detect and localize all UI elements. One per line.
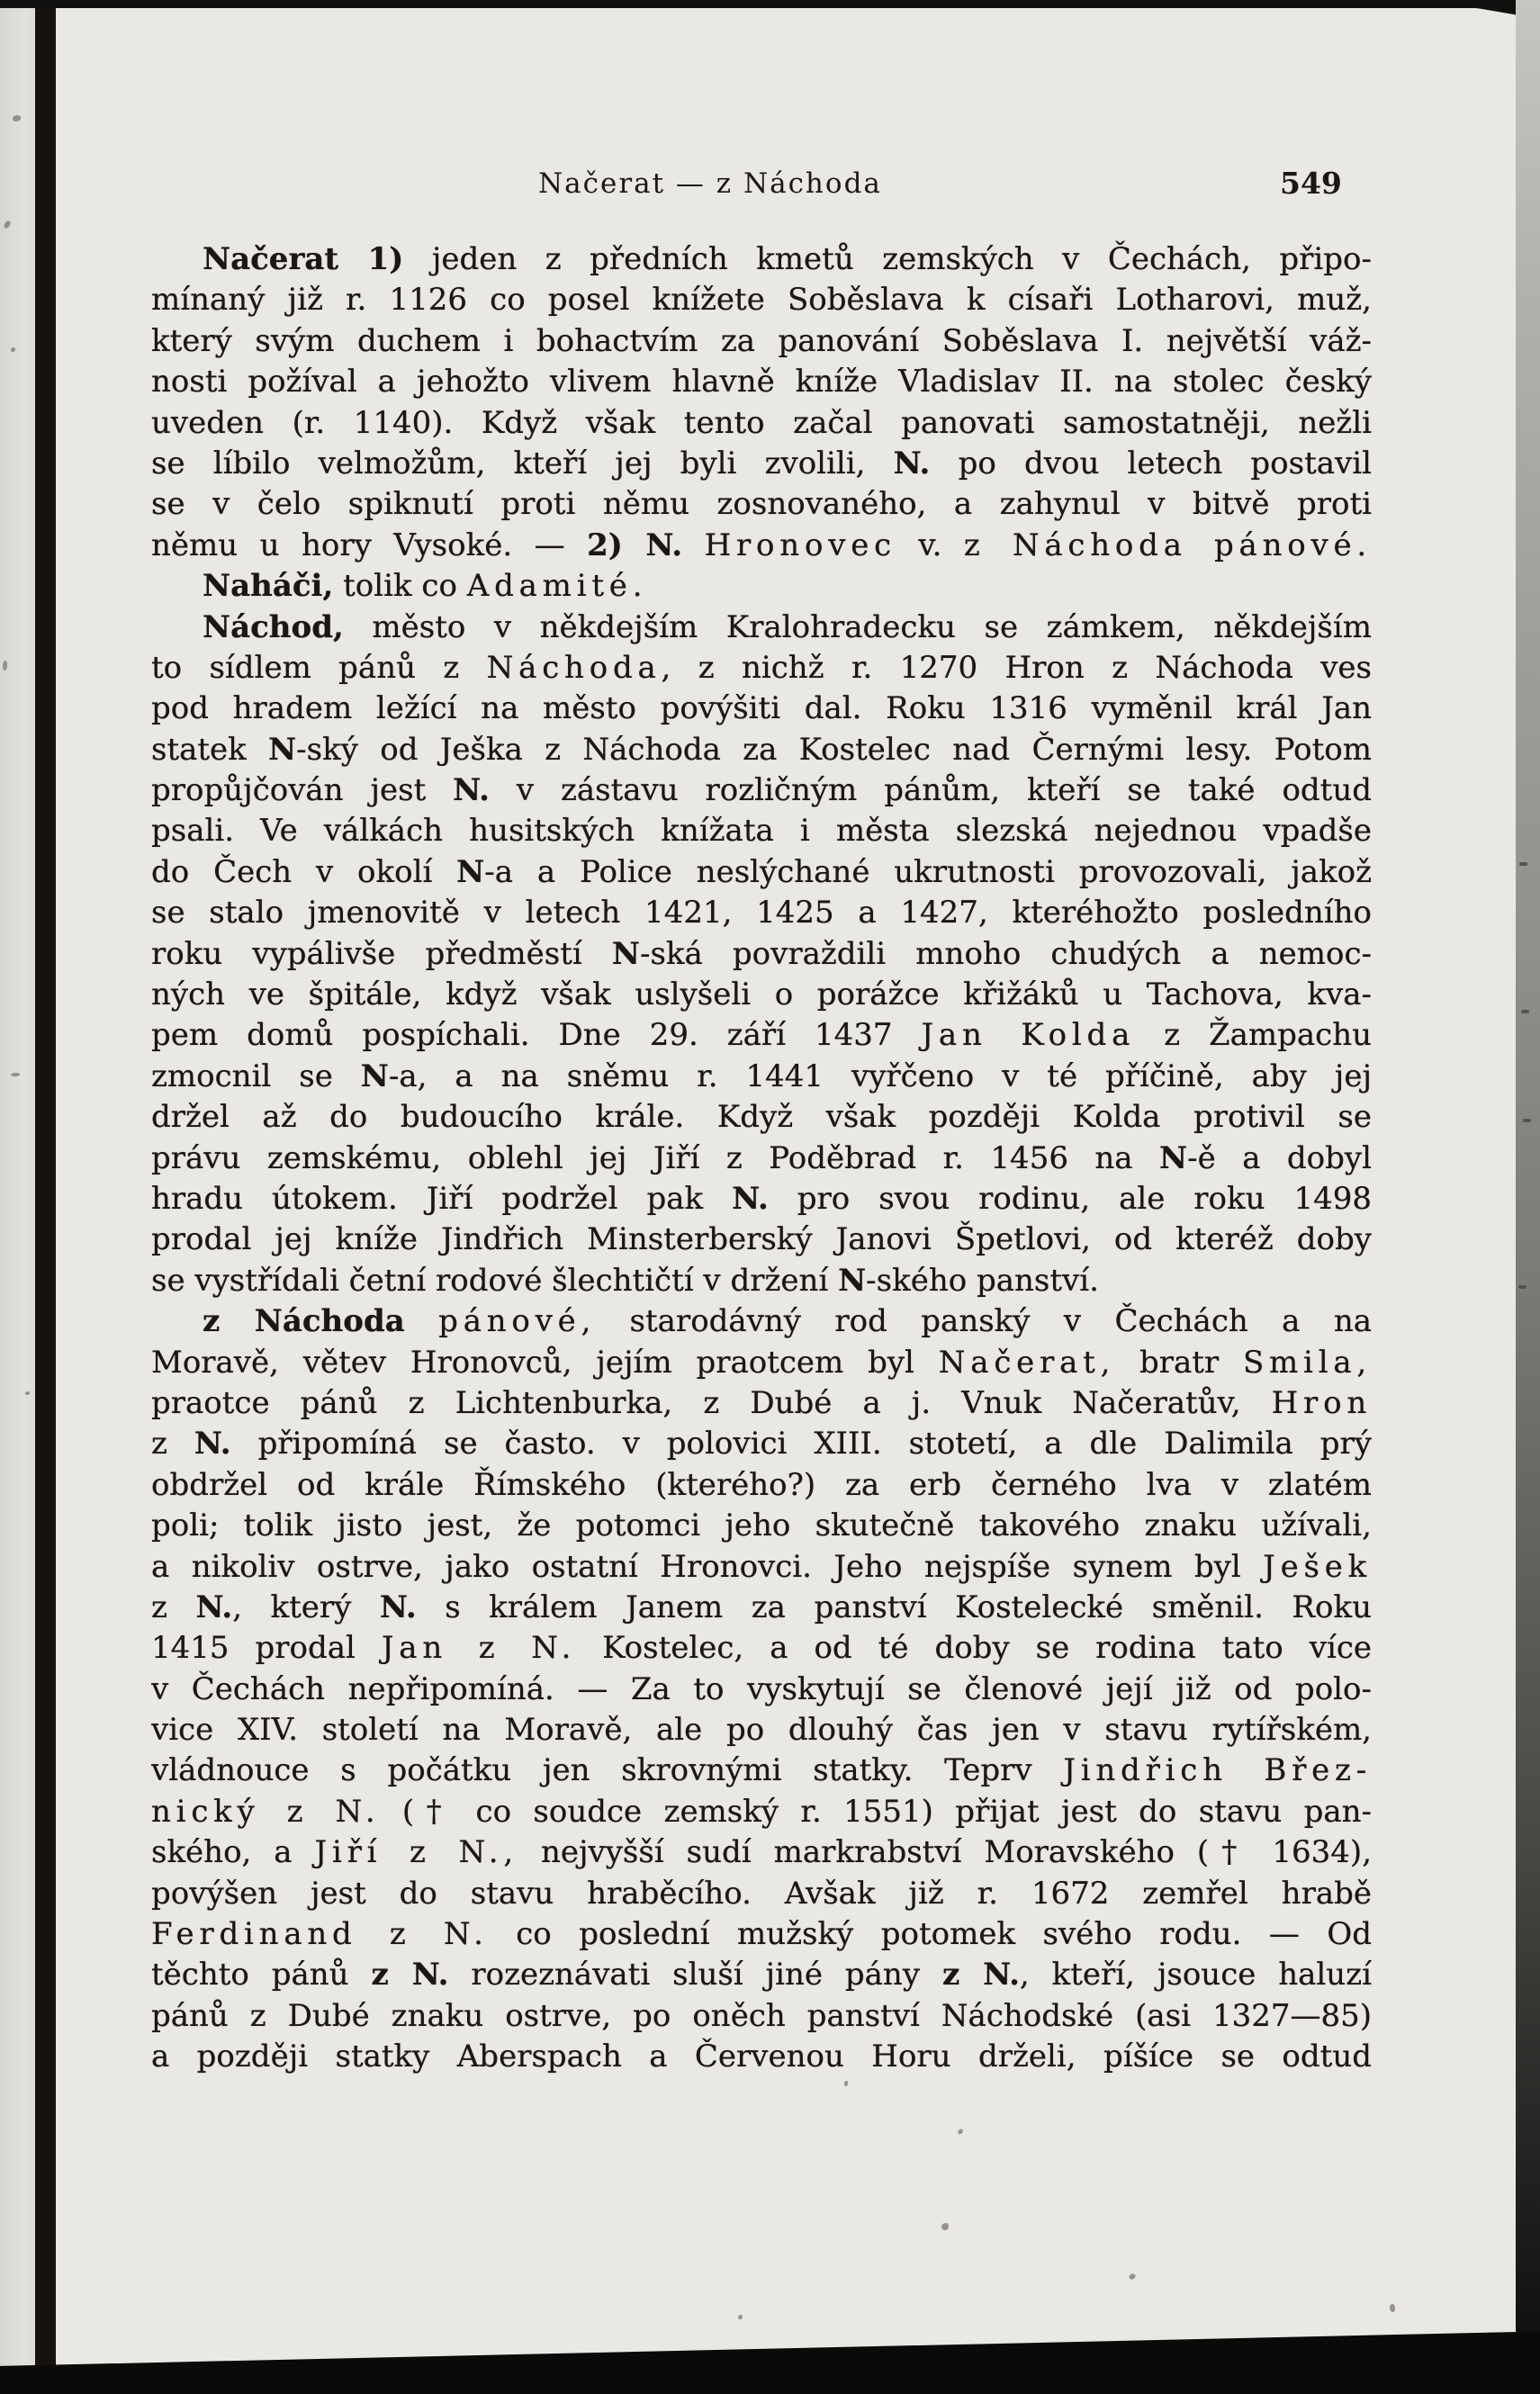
scan-top-edge [0,0,1540,8]
text-line: poli; tolik jisto jest, že potomci jeho skutečně takového znaku užívali, [151,1508,1372,1544]
text-line: Naháči, tolik co Adamité. [203,568,648,605]
text-line: vice XIV. století na Moravě, ale po dlouhý čas jen v stavu rytířském, [151,1712,1372,1749]
text-line: 1415 prodal Jan z N. Kostelec, a od té doby se rodina tato více [151,1630,1372,1667]
text-line: právu zemskému, oblehl jej Jiří z Poděbrad r. 1456 na N-ě a dobyl [151,1139,1372,1176]
text-line: to sídlem pánů z Náchoda, z nichž r. 1270 Hron z Náchoda ves [151,649,1372,686]
text-line: z N., který N. s králem Janem za panství Kostelecké směnil. Roku [151,1588,1372,1625]
scan-bottom-edge [0,2327,1540,2394]
text-line: z Náchoda pánové, starodávný rod panský v Čechách a na [203,1303,1372,1340]
scan-ink-mark [1521,1010,1529,1013]
text-line: vládnouce s počátku jen skrovnými statky. Teprv Jindřich Břez- [151,1752,1372,1789]
text-line: pem domů pospíchali. Dne 29. září 1437 Jan Kolda z Žampachu [151,1017,1372,1054]
text-line: do Čech v okolí N-a a Police neslýchané ukrutnosti provozovali, jakož [151,853,1372,890]
text-line: uveden (r. 1140). Když však tento začal panovati samostatněji, nežli [151,404,1372,441]
text-line: Moravě, větev Hronovců, jejím praotcem byl Načerat, bratr Smila, [151,1344,1372,1381]
text-line: obdržel od krále Římského (kterého?) za erb černého lva v zlatém [151,1466,1372,1503]
text-line: a později statky Aberspach a Červenou Horu drželi, píšíce se odtud [151,2038,1372,2075]
text-line: mínaný již r. 1126 co posel knížete Soběslava k císaři Lotharovi, muž, [151,282,1372,319]
text-line: psali. Ve válkách husitských knížata i města slezská nejednou vpadše [151,813,1372,850]
text-line: který svým duchem i bohactvím za panování Soběslava I. největší váž- [151,322,1372,359]
text-line: těchto pánů z N. rozeznávati sluší jiné pány z N., kteří, jsouce haluzí [151,1957,1372,1994]
text-line: se stalo jmenovitě v letech 1421, 1425 a 1427, kteréhožto posledního [151,895,1372,932]
scan-speck [844,2081,848,2086]
text-line: praotce pánů z Lichtenburka, z Dubé a j. Vnuk Načeratův, Hron [151,1384,1372,1421]
scan-ink-mark [1518,1285,1526,1289]
text-line: pod hradem ležící na město povýšiti dal. Roku 1316 vyměnil král Jan [151,690,1372,727]
text-line: Náchod, město v někdejším Kralohradecku se zámkem, někdejším [203,608,1372,645]
text-line: nický z N. († co soudce zemský r. 1551) přijat jest do stavu pan- [151,1793,1372,1830]
scan-speck [941,2223,949,2230]
text-line: ných ve špitále, když však uslyšeli o porážce křižáků u Tachova, kva- [151,976,1372,1013]
text-line: zmocnil se N-a, a na sněmu r. 1441 vyřčeno v té příčině, aby jej [151,1058,1372,1094]
text-line: nosti požíval a jehožto vlivem hlavně kníže Vladislav II. na stolec český [151,364,1372,400]
text-line: se vystřídali četní rodové šlechtičtí v držení N-ského panství. [151,1262,1099,1299]
text-line: statek N-ský od Ješka z Náchoda za Kostelec nad Černými lesy. Potom [151,731,1372,768]
text-line: se líbilo velmožům, kteří jej byli zvolili, N. po dvou letech postavil [151,445,1372,482]
text-line: a nikoliv ostrve, jako ostatní Hronovci. Jeho nejspíše synem byl Ješek [151,1548,1372,1585]
text-line: hradu útokem. Jiří podržel pak N. pro svou rodinu, ale roku 1498 [151,1180,1372,1217]
text-line: pánů z Dubé znaku ostrve, po oněch panství Náchodské (asi 1327—85) [151,1997,1372,2034]
running-head-title: Načerat — z Náchoda [538,167,882,200]
text-line: v Čechách nepřipomíná. — Za to vyskytují se členové její již od polo- [151,1670,1372,1707]
scan-left-gutter [0,0,35,2394]
text-line: držel až do budoucího krále. Když však později Kolda protivil se [151,1099,1372,1136]
scan-binding-bar [35,0,56,2394]
text-line: prodal jej kníže Jindřich Minsterberský Janovi Špetlovi, od kteréž doby [151,1221,1372,1258]
scan-speck [957,2128,964,2135]
text-line: ského, a Jiří z N., nejvyšší sudí markrabství Moravského († 1634), [151,1834,1372,1871]
text-line: propůjčován jest N. v zástavu rozličným pánům, kteří se také odtud [151,772,1372,809]
scan-speck [1389,2303,1396,2312]
text-line: Ferdinand z N. co poslední mužský potomek svého rodu. — Od [151,1916,1372,1953]
scan-speck [1128,2272,1136,2281]
body-text [151,239,1372,2078]
page-number: 549 [1280,166,1342,201]
scan-ink-mark [1519,862,1527,866]
scan-speck [738,2315,743,2319]
text-line: Načerat 1) jeden z předních kmetů zemských v Čechách, připo- [203,241,1372,277]
scan-ink-mark [1523,1119,1531,1122]
text-line: roku vypálivše předměstí N-ská povraždili mnoho chudých a nemoc- [151,935,1372,972]
scan-right-edge [1516,0,1540,2394]
text-line: se v čelo spiknutí proti němu zosnovaného, a zahynul v bitvě proti [151,486,1372,523]
text-line: z N. připomíná se často. v polovici XIII. stotetí, a dle Dalimila prý [151,1426,1372,1462]
text-line: povýšen jest do stavu hraběcího. Avšak již r. 1672 zemřel hrabě [151,1875,1372,1912]
text-line: němu u hory Vysoké. — 2) N. Hronovec v. z Náchoda pánové. [151,526,1372,563]
